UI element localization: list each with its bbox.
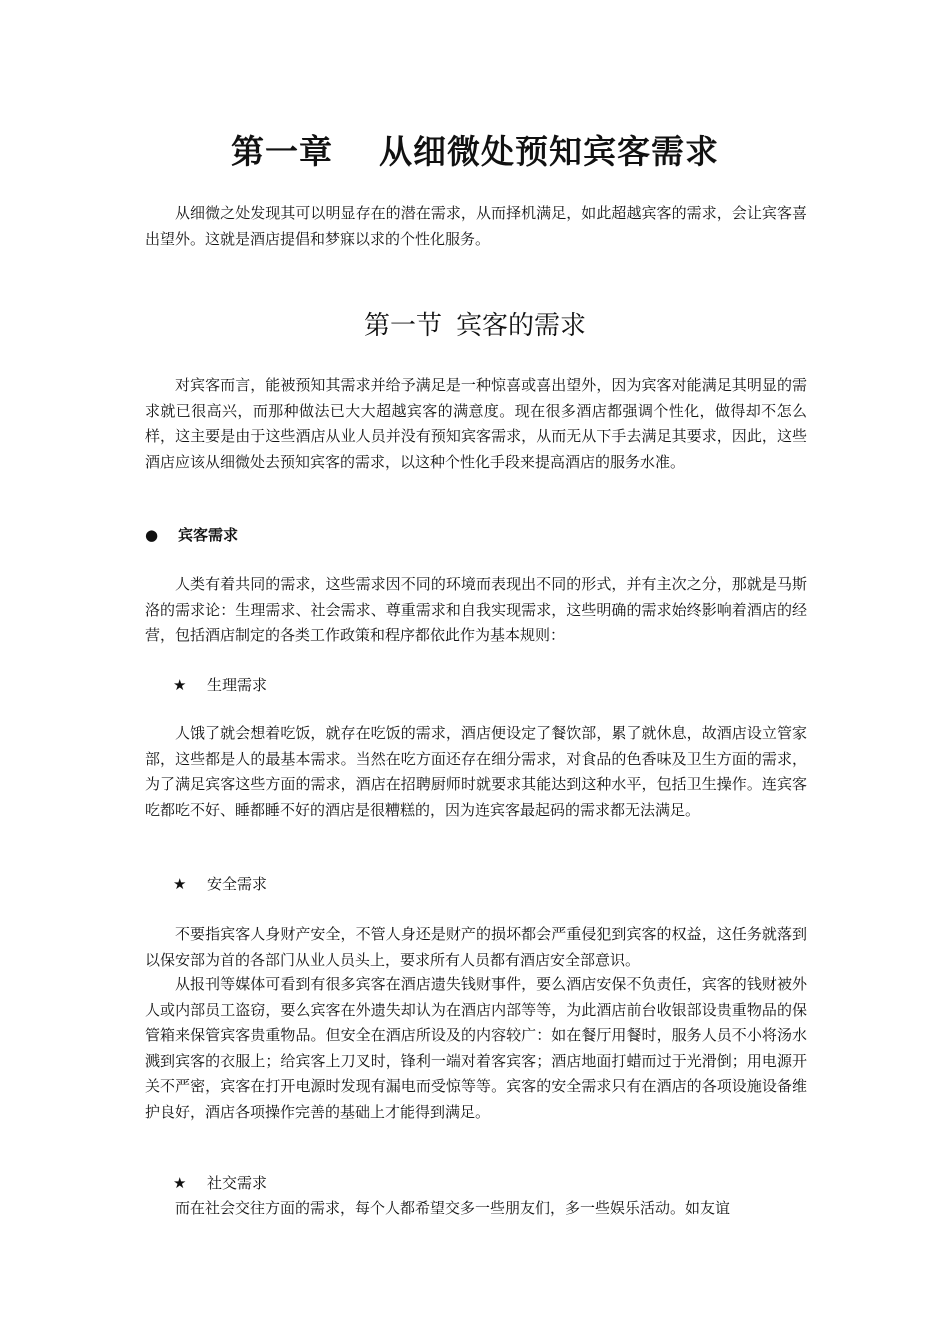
physiological-paragraph: 人饿了就会想着吃饭，就存在吃饭的需求，酒店便设定了餐饮部，累了就休息，故酒店设立管家部，这些都是人的最基本需求。当然在吃方面还存在细分需求，对食品的色香味及卫生方面的需求，为了满足宾客这些方面的需求，酒店在招聘厨师时就要求其能达到这种水平，包括卫生操作。连宾客吃都吃不好、睡都睡不好的酒店是很糟糕的，因为连宾客最起码的需求都无法满足。 <box>145 724 807 819</box>
guest-needs-paragraph: 人类有着共同的需求，这些需求因不同的环境而表现出不同的形式，并有主次之分，那就是马斯洛的需求论：生理需求、社会需求、尊重需求和自我实现需求，这些明确的需求始终影响着酒店的经营，包括酒店制定的各类工作政策和程序都依此作为基本规则： <box>145 575 807 644</box>
safety-paragraph-1: 不要指宾客人身财产安全，不管人身还是财产的损坏都会严重侵犯到宾客的权益，这任务就落到以保安部为首的各部门从业人员头上，要求所有人员都有酒店安全部意识。 <box>145 925 807 969</box>
chapter-title <box>0 128 950 176</box>
star-icon: ★ <box>173 1174 187 1192</box>
bullet-dot-icon: ● <box>145 526 159 544</box>
safety-paragraph-2: 从报刊等媒体可看到有很多宾客在酒店遗失钱财事件，要么酒店安保不负责任，宾客的钱财被外人或内部员工盗窃，要么宾客在外遗失却认为在酒店内部等等，为此酒店前台收银部设贵重物品的保管箱来保管宾客贵重物品。但安全在酒店所设及的内容较广：如在餐厅用餐时，服务人员不小将汤水溅到宾客的衣服上；给宾客上刀叉时，锋利一端对着客宾客；酒店地面打蜡而过于光滑倒；用电源开关不严密，宾客在打开电源时发现有漏电而受惊等等。宾客的安全需求只有在酒店的各项设施设备维护良好，酒店各项操作完善的基础上才能得到满足。 <box>145 975 807 1121</box>
guest-needs-heading-text: 宾客需求 <box>178 526 239 544</box>
physiological-heading <box>173 673 267 698</box>
section-number: 第一节 <box>363 311 442 341</box>
chapter-title-text: 从细微处预知宾客需求 <box>379 132 719 171</box>
section-title-text: 宾客的需求 <box>456 311 587 341</box>
star-icon: ★ <box>173 875 187 893</box>
social-heading-text: 社交需求 <box>207 1174 268 1192</box>
section-paragraph: 对宾客而言，能被预知其需求并给予满足是一种惊喜或喜出望外，因为宾客对能满足其明显的需求就已很高兴，而那种做法已大大超越宾客的满意度。现在很多酒店都强调个性化，做得却不怎么样，这主要是由于这些酒店从业人员并没有预知宾客需求，从而无从下手去满足其要求，因此，这些酒店应该从细微处去预知宾客的需求，以这种个性化手段来提高酒店的服务水准。 <box>145 376 807 471</box>
star-icon: ★ <box>173 676 187 694</box>
chapter-number: 第一章 <box>231 132 333 171</box>
safety-heading-text: 安全需求 <box>207 875 268 893</box>
social-heading <box>173 1171 267 1196</box>
social-paragraph: 而在社会交往方面的需求，每个人都希望交多一些朋友们，多一些娱乐活动。如友谊 <box>175 1199 731 1217</box>
guest-needs-heading <box>145 523 238 548</box>
safety-heading <box>173 872 267 897</box>
physiological-heading-text: 生理需求 <box>207 676 268 694</box>
intro-paragraph: 从细微之处发现其可以明显存在的潜在需求，从而择机满足，如此超越宾客的需求，会让宾客喜出望外。这就是酒店提倡和梦寐以求的个性化服务。 <box>145 204 807 248</box>
section-title <box>0 307 950 345</box>
